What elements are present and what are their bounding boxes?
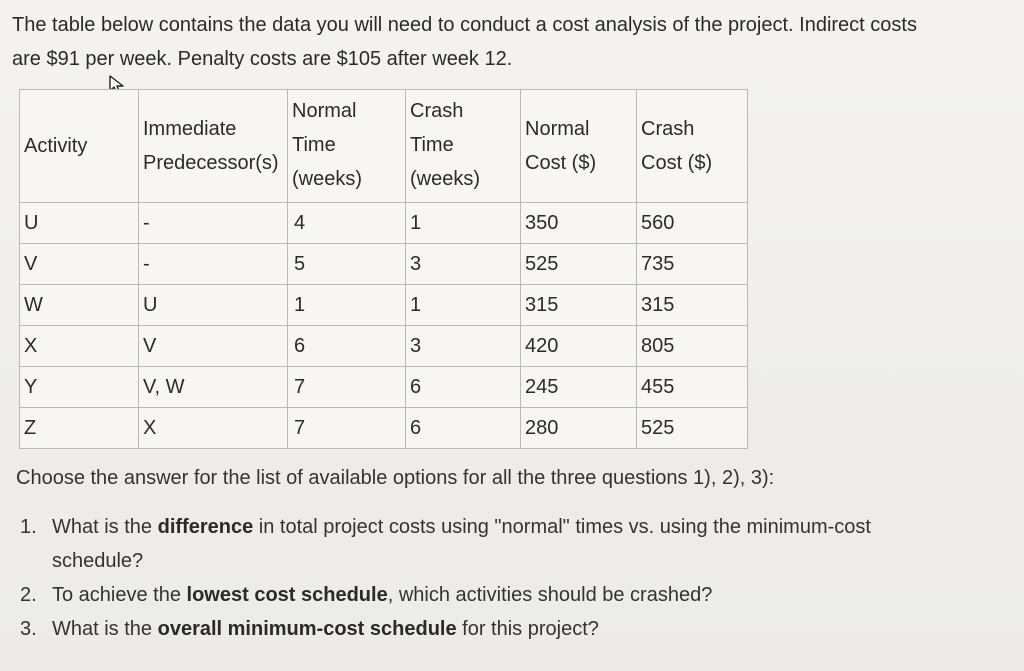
cell-activity: Z [20,408,139,449]
table-header-row [20,90,748,203]
header-normal-cost-line1: Normal [525,118,590,140]
header-crash-cost-line1: Crash [641,118,695,140]
question-text-pre: To achieve the [52,584,187,606]
cell-normal-cost: 245 [521,367,637,408]
cell-activity: X [20,326,139,367]
cell-normal-cost: 350 [521,203,637,244]
question-number: 1. [20,516,37,538]
cell-predecessor: V, W [139,367,288,408]
cell-normal-time: 7 [288,408,406,449]
header-crash-cost-line2: Cost ($) [641,152,713,174]
question-text-pre: What is the [52,618,158,640]
question-item-2 [20,578,1010,612]
cell-crash-cost: 560 [637,203,748,244]
header-normal-time [288,90,406,203]
cell-normal-cost: 525 [521,244,637,285]
cell-activity: V [20,244,139,285]
header-activity [20,90,139,203]
cell-activity: W [20,285,139,326]
header-crash-time [406,90,521,203]
header-predecessors-line2: Predecessor(s) [143,152,279,174]
question-number: 3. [20,618,37,640]
header-predecessors [139,90,288,203]
cell-normal-time: 1 [288,285,406,326]
intro-line-2: are $91 per week. Penalty costs are $105 after week 12. [12,48,513,70]
cell-crash-cost: 315 [637,285,748,326]
cell-normal-cost: 315 [521,285,637,326]
cell-crash-cost: 735 [637,244,748,285]
header-crash-cost [637,90,748,203]
cell-activity: Y [20,367,139,408]
cell-crash-time: 1 [406,285,521,326]
cell-crash-cost: 455 [637,367,748,408]
cell-predecessor: U [139,285,288,326]
question-list [20,510,1010,646]
question-text-pre: schedule? [52,550,144,572]
cell-predecessor: - [139,244,288,285]
cell-normal-time: 7 [288,367,406,408]
cell-predecessor: X [139,408,288,449]
cost-data-table [19,89,748,449]
question-text-bold: overall minimum-cost schedule [157,618,457,640]
header-crash-time-line1: Crash [410,100,464,122]
cell-normal-time: 6 [288,326,406,367]
question-text-post: in total project costs using "normal" times vs. using the minimum-cost [253,516,871,538]
table-row [20,408,748,449]
question-item-3 [20,612,1010,646]
header-normal-time-line3: (weeks) [292,168,363,190]
header-normal-cost-line2: Cost ($) [525,152,597,174]
cell-crash-cost: 805 [637,326,748,367]
question-number: 2. [20,584,37,606]
question-item-1 [20,510,1010,544]
cell-normal-cost: 420 [521,326,637,367]
header-normal-time-line1: Normal [292,100,357,122]
question-text-post: , which activities should be crashed? [387,584,713,606]
question-text-bold: difference [157,516,254,538]
cell-activity: U [20,203,139,244]
cell-normal-time: 4 [288,203,406,244]
header-predecessors-line1: Immediate [143,118,237,140]
intro-paragraph [12,8,1024,76]
header-normal-cost [521,90,637,203]
header-crash-time-line3: (weeks) [410,168,481,190]
question-text-post: for this project? [456,618,599,640]
cell-crash-time: 3 [406,326,521,367]
table-row [20,367,748,408]
cell-crash-time: 6 [406,367,521,408]
cell-normal-cost: 280 [521,408,637,449]
question-text-bold: lowest cost schedule [186,584,388,606]
cell-crash-cost: 525 [637,408,748,449]
cell-predecessor: - [139,203,288,244]
cell-crash-time: 6 [406,408,521,449]
question-item-1-continued [20,544,1010,578]
header-activity-label: Activity [24,135,88,157]
header-crash-time-line2: Time [410,134,454,156]
table-row [20,326,748,367]
cell-crash-time: 1 [406,203,521,244]
header-normal-time-line2: Time [292,134,336,156]
cell-predecessor: V [139,326,288,367]
intro-line-1: The table below contains the data you will need to conduct a cost analysis of the project. Indirect costs [12,14,917,36]
table-row [20,285,748,326]
question-text-pre: What is the [52,516,158,538]
cell-crash-time: 3 [406,244,521,285]
table-row [20,244,748,285]
table-row [20,203,748,244]
cell-normal-time: 5 [288,244,406,285]
instructions-text: Choose the answer for the list of available options for all the three questions 1), 2), 3): [16,467,775,489]
